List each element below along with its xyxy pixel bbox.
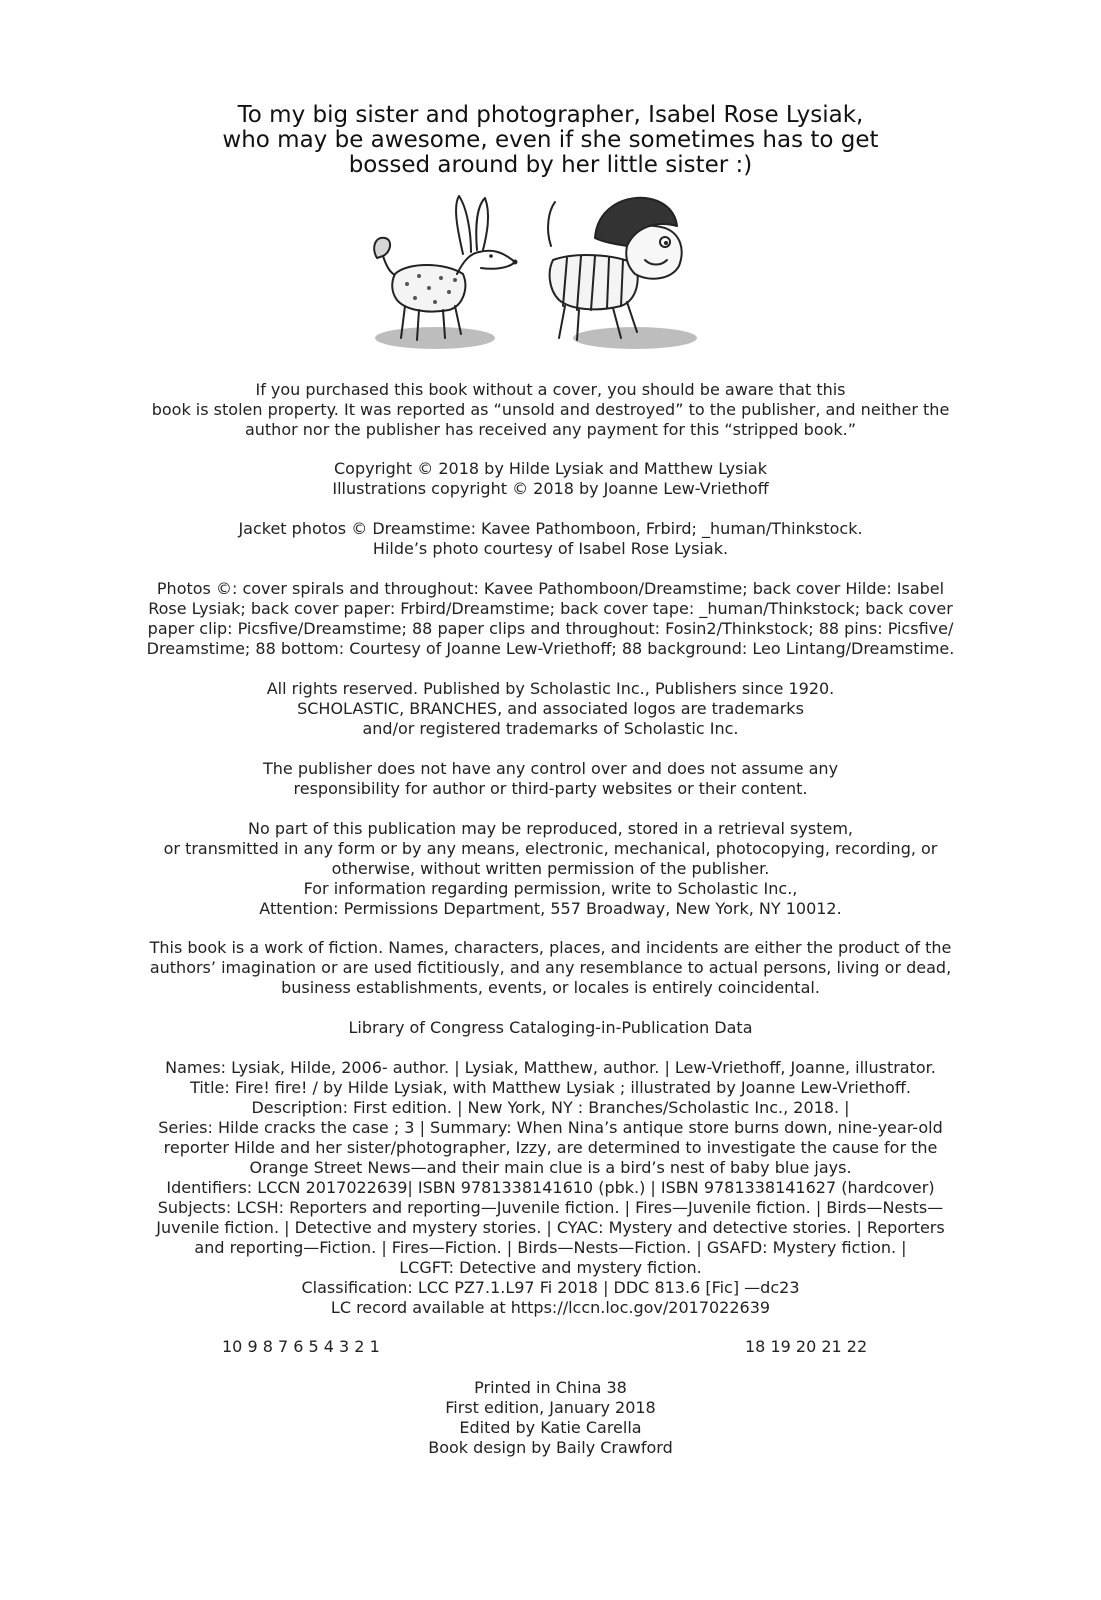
cip-line: Subjects: LCSH: Reporters and reporting—Juvenile fiction. | Fires—Juvenile fiction. | Birds—Nests— — [157, 1198, 944, 1217]
cip-line: Names: Lysiak, Hilde, 2006- author. | Lysiak, Matthew, author. | Lew-Vriethoff, Joanne, illustrator. — [165, 1058, 936, 1077]
permissions-line: Attention: Permissions Department, 557 Broadway, New York, NY 10012. — [259, 899, 842, 918]
disclaimer-line: The publisher does not have any control over and does not assume any — [262, 759, 839, 778]
cip-line: Orange Street News—and their main clue is a bird’s nest of baby blue jays. — [249, 1158, 852, 1177]
cip-line: Identifiers: LCCN 2017022639| ISBN 9781338141610 (pbk.) | ISBN 9781338141627 (hardcover) — [166, 1178, 935, 1197]
print-numbers-right: 18 19 20 21 22 — [745, 1337, 868, 1356]
credit-line: Dreamstime; 88 bottom: Courtesy of Joanne Lew-Vriethoff; 88 background: Leo Lintang/Dreamstime. — [146, 639, 955, 658]
dedication — [120, 103, 981, 178]
colophon — [60, 1378, 1041, 1458]
credit-line: Jacket photos © Dreamstime: Kavee Pathomboon, Frbird; _human/Thinkstock. — [238, 519, 863, 538]
dedication-line: who may be awesome, even if she sometimes has to get — [222, 127, 879, 153]
permissions-line: No part of this publication may be reproduced, stored in a retrieval system, — [248, 819, 853, 838]
colophon-line: Printed in China 38 — [474, 1378, 627, 1397]
credit-line: Rose Lysiak; back cover paper: Frbird/Dreamstime; back cover tape: _human/Thinkstock; back cover — [148, 599, 953, 618]
permissions-line: or transmitted in any form or by any means, electronic, mechanical, photocopying, recording, or — [163, 839, 938, 858]
rights-line: and/or registered trademarks of Scholastic Inc. — [362, 719, 739, 738]
cip-line: Classification: LCC PZ7.1.L97 Fi 2018 | DDC 813.6 [Fic] —dc23 — [301, 1278, 800, 1297]
stripped-book-notice — [60, 380, 1041, 440]
dedication-line: bossed around by her little sister :) — [348, 152, 753, 178]
fiction-line: business establishments, events, or locales is entirely coincidental. — [281, 978, 820, 997]
dogs-illustration — [345, 188, 765, 368]
striped-dog-drawing — [548, 198, 697, 349]
permissions-notice — [60, 819, 1041, 919]
colophon-line: First edition, January 2018 — [445, 1398, 656, 1417]
loc-heading — [60, 1018, 1041, 1038]
colophon-line: Book design by Baily Crawford — [428, 1438, 673, 1457]
loc-heading-text: Library of Congress Cataloging-in-Publication Data — [348, 1018, 753, 1037]
rights-reserved — [60, 679, 1041, 739]
notice-line: author nor the publisher has received any payment for this “stripped book.” — [244, 420, 857, 439]
cip-line: LCGFT: Detective and mystery fiction. — [399, 1258, 702, 1277]
cip-line: Juvenile fiction. | Detective and mystery stories. | CYAC: Mystery and detective stories. | Reporters — [156, 1218, 945, 1237]
publisher-disclaimer — [60, 759, 1041, 799]
copyright-line: Copyright © 2018 by Hilde Lysiak and Matthew Lysiak — [334, 459, 767, 478]
colophon-line: Edited by Katie Carella — [459, 1418, 642, 1437]
credit-line: Hilde’s photo courtesy of Isabel Rose Lysiak. — [372, 539, 729, 558]
permissions-line: otherwise, without written permission of the publisher. — [331, 859, 770, 878]
photo-credits — [60, 579, 1041, 659]
fiction-line: This book is a work of fiction. Names, characters, places, and incidents are either the product of the — [149, 938, 952, 957]
jacket-photo-credits — [60, 519, 1041, 559]
rights-line: SCHOLASTIC, BRANCHES, and associated logos are trademarks — [297, 699, 804, 718]
spotted-dog-drawing — [374, 196, 517, 349]
cip-line: reporter Hilde and her sister/photographer, Izzy, are determined to investigate the cause for the — [163, 1138, 938, 1157]
credit-line: Photos ©: cover spirals and throughout: Kavee Pathomboon/Dreamstime; back cover Hilde: Isabel — [156, 579, 945, 598]
fiction-notice — [60, 938, 1041, 998]
notice-line: book is stolen property. It was reported as “unsold and destroyed” to the publisher, and neither the — [151, 400, 950, 419]
rights-line: All rights reserved. Published by Scholastic Inc., Publishers since 1920. — [266, 679, 835, 698]
copyright-line: Illustrations copyright © 2018 by Joanne Lew-Vriethoff — [332, 479, 769, 498]
credit-line: paper clip: Picsfive/Dreamstime; 88 paper clips and throughout: Fosin2/Thinkstock; 88 pins: Picsfive/ — [147, 619, 954, 638]
cip-line: and reporting—Fiction. | Fires—Fiction. | Birds—Nests—Fiction. | GSAFD: Mystery fiction. | — [194, 1238, 907, 1257]
cataloging-data — [60, 1058, 1041, 1318]
fiction-line: authors’ imagination or are used fictitiously, and any resemblance to actual persons, living or dead, — [149, 958, 952, 977]
notice-line: If you purchased this book without a cover, you should be aware that this — [255, 380, 846, 399]
copyright-notice — [60, 459, 1041, 499]
dedication-line: To my big sister and photographer, Isabel Rose Lysiak, — [237, 102, 864, 128]
print-numbers-left: 10 9 8 7 6 5 4 3 2 1 — [222, 1337, 380, 1356]
cip-line: Description: First edition. | New York, NY : Branches/Scholastic Inc., 2018. | — [251, 1098, 850, 1117]
permissions-line: For information regarding permission, write to Scholastic Inc., — [303, 879, 798, 898]
cip-line: Series: Hilde cracks the case ; 3 | Summary: When Nina’s antique store burns down, nine-year-old — [158, 1118, 943, 1137]
disclaimer-line: responsibility for author or third-party websites or their content. — [293, 779, 808, 798]
cip-line: Title: Fire! fire! / by Hilde Lysiak, with Matthew Lysiak ; illustrated by Joanne Lew-Vriethoff. — [190, 1078, 911, 1097]
cip-line: LC record available at https://lccn.loc.gov/2017022639 — [330, 1298, 771, 1317]
